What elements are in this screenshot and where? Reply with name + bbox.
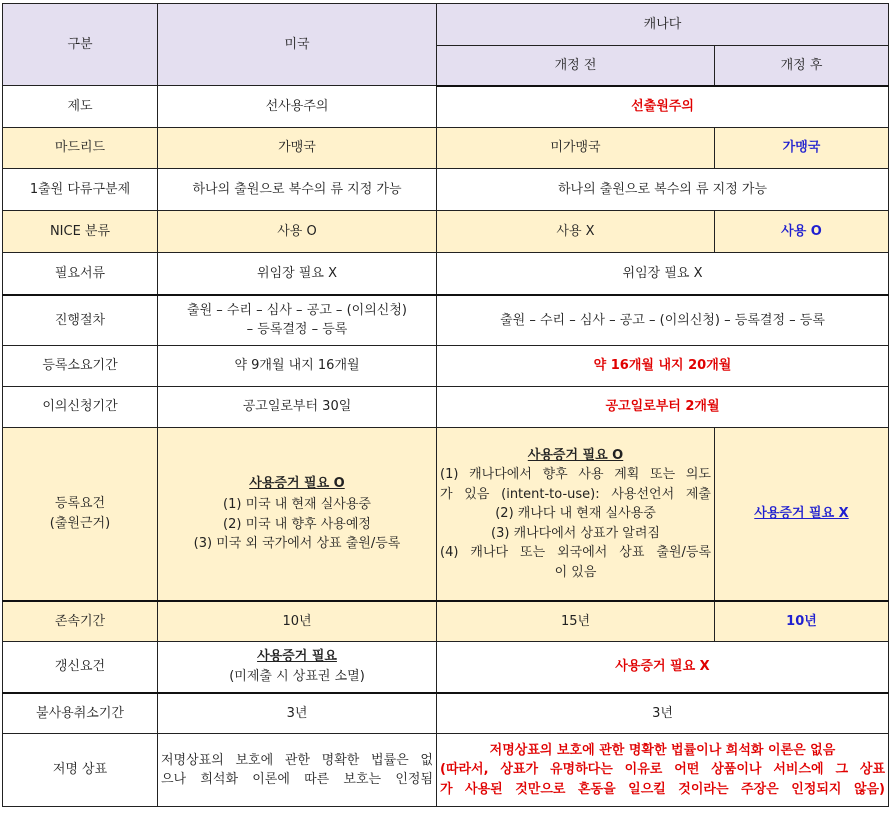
usa-requirement-title: 사용증거 필요 O xyxy=(249,475,345,491)
usa-cell: 공고일로부터 30일 xyxy=(158,387,437,428)
header-canada-after: 개정 후 xyxy=(715,46,889,86)
usa-cell: 위임장 필요 X xyxy=(158,253,437,295)
before-requirement-item: (2) 캐나다 내 현재 실사용중 xyxy=(495,506,656,521)
row-label: 진행절차 xyxy=(3,295,158,346)
row-label: 불사용취소기간 xyxy=(3,693,158,734)
row-famous xyxy=(3,734,889,807)
canada-after-cell: 사용 O xyxy=(715,211,889,253)
row-label-line: (출원근거) xyxy=(49,515,111,531)
usa-cell: 가맹국 xyxy=(158,128,437,169)
before-requirement-item: (4) 캐나다 또는 외국에서 상표 출원/등록 xyxy=(440,545,711,560)
header-canada: 캐나다 xyxy=(437,4,889,46)
before-requirement-item: (1) 캐나다에서 향후 사용 계획 또는 의도 xyxy=(440,467,711,482)
usa-cell: 하나의 출원으로 복수의 류 지정 가능 xyxy=(158,169,437,211)
usa-requirement-item: (2) 미국 내 향후 사용예정 xyxy=(223,516,371,532)
before-requirement-item: (3) 캐나다에서 상표가 알려짐 xyxy=(491,525,660,541)
row-label: 제도 xyxy=(3,86,158,128)
row-label: 존속기간 xyxy=(3,601,158,642)
row-label-line: 등록요건 xyxy=(54,496,106,512)
usa-cell xyxy=(158,734,437,807)
row-label: 등록소요기간 xyxy=(3,346,158,387)
row-label: 갱신요건 xyxy=(3,642,158,693)
usa-cell xyxy=(158,295,437,346)
canada-before-cell xyxy=(437,428,715,601)
row-label: 마드리드 xyxy=(3,128,158,169)
row-opposition xyxy=(3,387,889,428)
row-system xyxy=(3,86,889,128)
canada-before-cell: 사용 X xyxy=(437,211,715,253)
canada-line: (따라서, 상표가 유명하다는 이유로 어떤 상품이나 서비스에 그 상표 xyxy=(440,762,885,778)
canada-cell: 사용증거 필요 X xyxy=(437,642,889,693)
usa-line: 저명상표의 보호에 관한 명확한 법률은 없 xyxy=(161,752,433,768)
row-duration xyxy=(3,601,889,642)
row-label: 1출원 다류구분제 xyxy=(3,169,158,211)
row-nonuse xyxy=(3,693,889,734)
canada-line: 저명상표의 보호에 관한 명확한 법률이나 희석화 이론은 없음 xyxy=(489,742,836,758)
usa-cell: 사용 O xyxy=(158,211,437,253)
usa-renewal-title: 사용증거 필요 xyxy=(257,649,337,665)
row-label xyxy=(3,428,158,601)
row-nice xyxy=(3,211,889,253)
canada-after-cell: 사용증거 필요 X xyxy=(715,428,889,601)
usa-cell xyxy=(158,428,437,601)
row-label: 이의신청기간 xyxy=(3,387,158,428)
row-multiclass xyxy=(3,169,889,211)
canada-cell: 3년 xyxy=(437,693,889,734)
canada-cell: 하나의 출원으로 복수의 류 지정 가능 xyxy=(437,169,889,211)
header-canada-before: 개정 전 xyxy=(437,46,715,86)
usa-line: 출원 – 수리 – 심사 – 공고 – (이의신청) xyxy=(187,302,407,318)
row-label: 저명 상표 xyxy=(3,734,158,807)
header-usa: 미국 xyxy=(158,4,437,86)
usa-cell: 약 9개월 내지 16개월 xyxy=(158,346,437,387)
canada-cell xyxy=(437,734,889,807)
row-renewal xyxy=(3,642,889,693)
row-docs xyxy=(3,253,889,295)
canada-line: 가 사용된 것만으로 혼동을 일으킬 것이라는 주장은 인정되지 않음) xyxy=(440,781,885,797)
comparison-table xyxy=(2,3,889,807)
canada-before-cell: 15년 xyxy=(437,601,715,642)
row-requirement xyxy=(3,428,889,601)
before-requirement-title: 사용증거 필요 O xyxy=(527,447,624,463)
usa-renewal-note: (미제출 시 상표권 소멸) xyxy=(229,668,365,684)
canada-after-cell: 가맹국 xyxy=(715,128,889,169)
usa-cell: 선사용주의 xyxy=(158,86,437,128)
usa-cell xyxy=(158,642,437,693)
canada-before-cell: 미가맹국 xyxy=(437,128,715,169)
before-requirement-item: 가 있음 (intent-to-use): 사용선언서 제출 xyxy=(440,486,711,502)
canada-cell: 공고일로부터 2개월 xyxy=(437,387,889,428)
canada-cell: 출원 – 수리 – 심사 – 공고 – (이의신청) – 등록결정 – 등록 xyxy=(437,295,889,346)
canada-after-cell: 10년 xyxy=(715,601,889,642)
row-label: 필요서류 xyxy=(3,253,158,295)
usa-line: 으나 희석화 이론에 따른 보호는 인정됨 xyxy=(161,772,433,787)
row-madrid xyxy=(3,128,889,169)
usa-requirement-item: (1) 미국 내 현재 실사용중 xyxy=(223,497,371,513)
usa-line: – 등록결정 – 등록 xyxy=(246,322,348,338)
canada-cell: 선출원주의 xyxy=(437,86,889,128)
usa-requirement-item: (3) 미국 외 국가에서 상표 출원/등록 xyxy=(193,536,401,552)
header-category: 구분 xyxy=(3,4,158,86)
row-period xyxy=(3,346,889,387)
usa-cell: 10년 xyxy=(158,601,437,642)
row-procedure xyxy=(3,295,889,346)
before-requirement-item: 이 있음 xyxy=(554,564,597,580)
canada-cell: 위임장 필요 X xyxy=(437,253,889,295)
canada-cell: 약 16개월 내지 20개월 xyxy=(437,346,889,387)
row-label: NICE 분류 xyxy=(3,211,158,253)
usa-cell: 3년 xyxy=(158,693,437,734)
